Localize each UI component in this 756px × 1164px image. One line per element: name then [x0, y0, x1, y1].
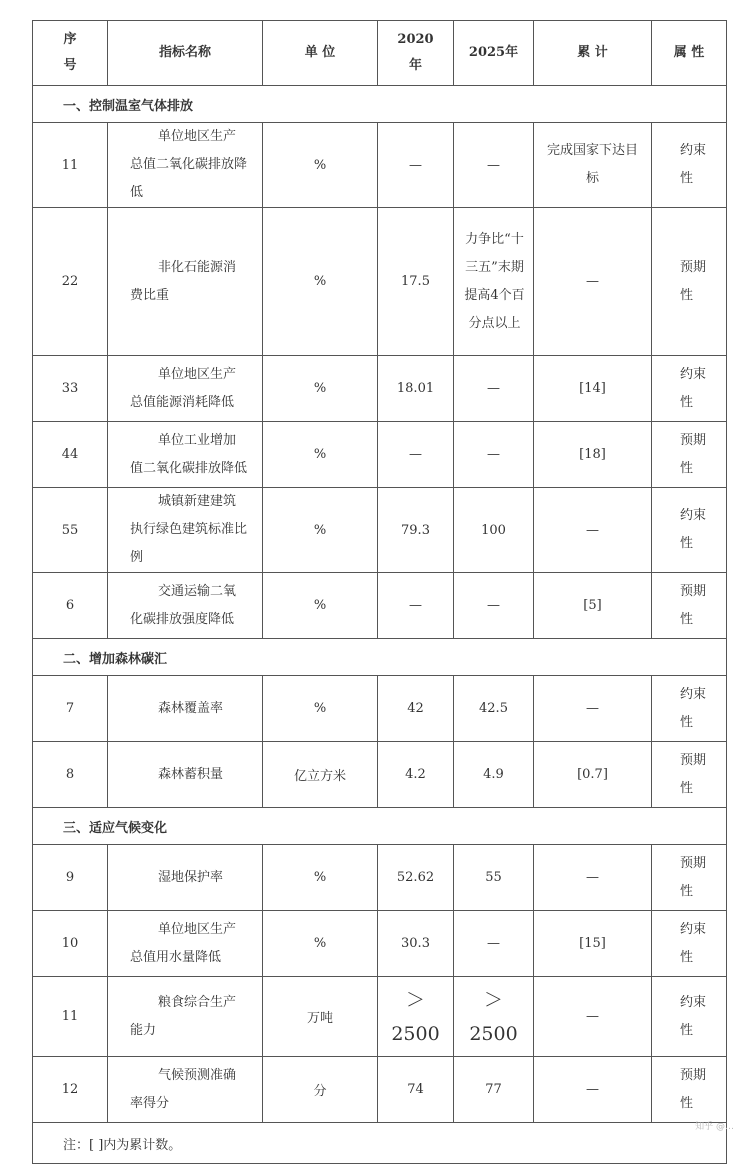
cell-unit: % — [263, 208, 378, 356]
cell-2025: — — [454, 573, 534, 639]
section-row — [33, 86, 727, 123]
cell-2025: — — [454, 356, 534, 422]
cell-name: 单位地区生产总值用水量降低 — [108, 911, 263, 977]
cell-2025: — — [454, 422, 534, 488]
cell-name: 森林蓄积量 — [108, 742, 263, 808]
table-row — [33, 573, 727, 639]
cell-attribute: 约束性 — [652, 123, 727, 208]
cell-cumulative: 完成国家下达目标 — [534, 123, 652, 208]
cell-cumulative: — — [534, 208, 652, 356]
header-2025: 2025年 — [454, 21, 534, 86]
cell-cumulative: — — [534, 977, 652, 1057]
header-name: 指标名称 — [108, 21, 263, 86]
cell-2025: — — [454, 123, 534, 208]
cell-no: 12 — [33, 1057, 108, 1123]
cell-name: 交通运输二氧化碳排放强度降低 — [108, 573, 263, 639]
cell-no: 11 — [33, 977, 108, 1057]
cell-cumulative: [14] — [534, 356, 652, 422]
cell-no: 33 — [33, 356, 108, 422]
cell-name: 湿地保护率 — [108, 845, 263, 911]
cell-attribute: 预期性 — [652, 422, 727, 488]
cell-unit: % — [263, 123, 378, 208]
cell-2020: — — [378, 573, 454, 639]
cell-2020: — — [378, 422, 454, 488]
indicator-table — [32, 20, 727, 1164]
cell-attribute: 预期性 — [652, 845, 727, 911]
cell-attribute: 约束性 — [652, 356, 727, 422]
section-title: 三、适应气候变化 — [33, 808, 727, 845]
cell-no: 44 — [33, 422, 108, 488]
cell-no: 55 — [33, 488, 108, 573]
header-attribute: 属 性 — [652, 21, 727, 86]
cell-name: 非化石能源消费比重 — [108, 208, 263, 356]
cell-cumulative: — — [534, 488, 652, 573]
section-row — [33, 639, 727, 676]
table-row — [33, 123, 727, 208]
cell-2020: 4.2 — [378, 742, 454, 808]
cell-cumulative: [0.7] — [534, 742, 652, 808]
cell-attribute: 约束性 — [652, 488, 727, 573]
cell-cumulative: [18] — [534, 422, 652, 488]
cell-unit: 分 — [263, 1057, 378, 1123]
cell-unit: 亿立方米 — [263, 742, 378, 808]
cell-2025: 42.5 — [454, 676, 534, 742]
cell-no: 9 — [33, 845, 108, 911]
cell-name: 城镇新建建筑执行绿色建筑标准比例 — [108, 488, 263, 573]
cell-2025: 77 — [454, 1057, 534, 1123]
section-row — [33, 808, 727, 845]
cell-name: 粮食综合生产能力 — [108, 977, 263, 1057]
cell-2020: 42 — [378, 676, 454, 742]
cell-2020: 74 — [378, 1057, 454, 1123]
table-row — [33, 356, 727, 422]
header-cumulative: 累 计 — [534, 21, 652, 86]
cell-2020: ＞ 2500 — [378, 977, 454, 1057]
table-row — [33, 742, 727, 808]
header-unit: 单 位 — [263, 21, 378, 86]
table-header-row — [33, 21, 727, 86]
cell-name: 单位地区生产总值二氧化碳排放降低 — [108, 123, 263, 208]
cell-2025: ＞ 2500 — [454, 977, 534, 1057]
cell-no: 6 — [33, 573, 108, 639]
table-row — [33, 488, 727, 573]
note-row — [33, 1123, 727, 1164]
cell-attribute: 约束性 — [652, 911, 727, 977]
cell-attribute: 预期性 — [652, 208, 727, 356]
cell-no: 7 — [33, 676, 108, 742]
cell-2025: 4.9 — [454, 742, 534, 808]
cell-2025: — — [454, 911, 534, 977]
cell-no: 10 — [33, 911, 108, 977]
cell-cumulative: [15] — [534, 911, 652, 977]
cell-unit: % — [263, 488, 378, 573]
cell-no: 22 — [33, 208, 108, 356]
section-title: 一、控制温室气体排放 — [33, 86, 727, 123]
cell-attribute: 预期性 — [652, 1057, 727, 1123]
section-title: 二、增加森林碳汇 — [33, 639, 727, 676]
cell-cumulative: — — [534, 1057, 652, 1123]
cell-2020: 18.01 — [378, 356, 454, 422]
cell-name: 气候预测准确率得分 — [108, 1057, 263, 1123]
cell-attribute: 约束性 — [652, 676, 727, 742]
cell-2020: 79.3 — [378, 488, 454, 573]
cell-no: 8 — [33, 742, 108, 808]
table-row — [33, 977, 727, 1057]
cell-unit: % — [263, 573, 378, 639]
cell-attribute: 预期性 — [652, 742, 727, 808]
cell-cumulative: — — [534, 676, 652, 742]
cell-2020: — — [378, 123, 454, 208]
cell-unit: % — [263, 356, 378, 422]
watermark: 知乎 @… — [695, 1122, 734, 1132]
cell-unit: % — [263, 676, 378, 742]
cell-2020: 52.62 — [378, 845, 454, 911]
cell-2025: 力争比“十三五”末期提高4个百分点以上 — [454, 208, 534, 356]
cell-unit: % — [263, 422, 378, 488]
cell-unit: % — [263, 845, 378, 911]
note-text: 注：[ ]内为累计数。 — [33, 1123, 727, 1164]
cell-unit: 万吨 — [263, 977, 378, 1057]
cell-2025: 55 — [454, 845, 534, 911]
table-row — [33, 1057, 727, 1123]
table-row — [33, 845, 727, 911]
cell-no: 11 — [33, 123, 108, 208]
cell-cumulative: — — [534, 845, 652, 911]
table-row — [33, 676, 727, 742]
table-row — [33, 911, 727, 977]
header-2020: 2020 年 — [378, 21, 454, 86]
cell-attribute: 约束性 — [652, 977, 727, 1057]
cell-2020: 30.3 — [378, 911, 454, 977]
table-row — [33, 208, 727, 356]
header-no: 序 号 — [33, 21, 108, 86]
cell-cumulative: [5] — [534, 573, 652, 639]
table-row — [33, 422, 727, 488]
cell-2020: 17.5 — [378, 208, 454, 356]
cell-name: 森林覆盖率 — [108, 676, 263, 742]
cell-name: 单位工业增加值二氧化碳排放降低 — [108, 422, 263, 488]
cell-attribute: 预期性 — [652, 573, 727, 639]
cell-unit: % — [263, 911, 378, 977]
cell-2025: 100 — [454, 488, 534, 573]
cell-name: 单位地区生产总值能源消耗降低 — [108, 356, 263, 422]
